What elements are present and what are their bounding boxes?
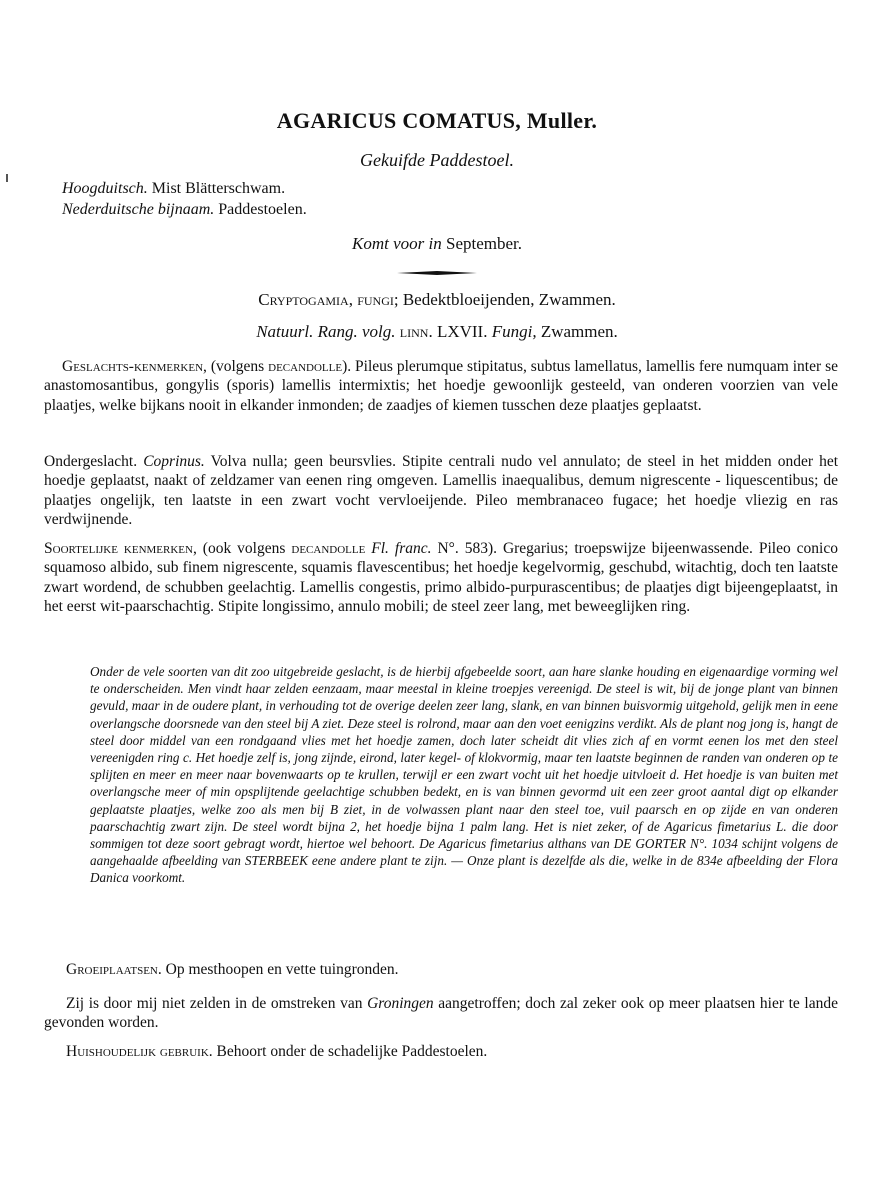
nederduitsch-label: Nederduitsche bijnaam. — [62, 201, 215, 218]
divider-ornament — [397, 271, 477, 275]
geslachts-text-1: , (volgens — [203, 358, 269, 375]
huishoudelijk-label: Huishoudelijk gebruik. — [66, 1043, 213, 1060]
hoogduitsch-value: Mist Blätterschwam. — [151, 180, 286, 197]
geslachts-decandolle: decandolle — [268, 358, 343, 375]
groeiplaatsen-text: Op mesthoopen en vette tuingronden. — [165, 961, 399, 978]
vindplaats-paragraph — [44, 994, 838, 1033]
groeiplaatsen-label: Groeiplaatsen. — [66, 961, 162, 978]
geslachts-text-2: ). Pileus plerumque stipitatus, subtus lamellatus, lamellis fere numquam inter se anastomosantibus, gongylis (sporis) lamellis intermixtis; het hoedje gewoonlijk gesteeld, van onderen voorzien van vele plaatjes, welke bijkans nooit in elkander inmonden; de zaadjes of kiemen tusschen deze plaatjes geplaatst. — [44, 358, 838, 414]
komt-voor-value: September. — [445, 234, 522, 253]
soortelijke-text-2: N°. 583). Gregarius; troepswijze bijeenwassende. Pileo conico squamoso albido, sub finem nigrescente, squamis flavescentibus; het hoedje kegelvormig, geschubd, witachtig, doch ten laatste zwart wordend, de schubben geelachtig. Lamellis congestis, primo albido-purpurascentibus; de plaatjes digt bijeengeplaatst, in het eerst wit-paarschachtig. Stipite longissimo, annulo mobili; de steel zeer lang, met beweeglijken ring. — [44, 540, 838, 615]
rank-fungi: Fungi, — [491, 322, 537, 341]
ondergeslacht-genus: Coprinus. — [143, 453, 205, 470]
komt-voor-label: Komt voor in — [352, 234, 442, 253]
description-note: Onder de vele soorten van dit zoo uitgebreide geslacht, is de hierbij afgebeelde soort, aan hare slanke houding en eigenaardige vorming wel te onderscheiden. Men vindt haar zelden eenzaam, maar meestal in kleine troepjes vereenigd. De steel is wit, bij de jonge plant van binnen gevuld, maar in de oudere plant, in verhouding tot de overige deelen zeer lang, slank, en van binnen buisvormig uitgehold, gelijk men in eene overlangsche doorsnede van den steel bij A ziet. Deze steel is rolrond, maar aan den voet eenigzins verdikt. Als de plant nog jong is, hangt de steel door middel van een rondgaand vlies met het hoedje zamen, doch later scheidt dit vlies zich af en vormt eenen los met den steel vereenigden ring c. Het hoedje zelf is, jong zijnde, eirond, later kegel- of klokvormig, maar ten laatste beginnen de randen van onderen op te splijten en meer en meer naar bovenwaarts op te krullen, terwijl er een zwart vocht uit het hoedje uitvloeit d. Het hoedje is van buiten met overlangsche meer of min opsplijtende geelachtige schubben bedekt, en is van binnen gevormd uit een zeer groot aantal digt op elkander geplaatste plaatjes, welke zoo als men bij B ziet, in de volwassen plant naar den steel toe, vuil paarsch en op zijde en van onderen paarschachtig zwart zijn. De steel wordt bijna 2, het hoedje bijna 1 palm lang. Het is niet zeker, of de Agaricus fimetarius L. die door sommigen tot deze soort gebragt wordt, hiertoe wel behoort. De Agaricus fimetarius althans van DE GORTER N°. 1034 schijnt volgens de aangehaalde afbeelding van STERBEEK eene andere plant te zijn. — Onze plant is dezelfde als die, welke in de 834e afbeelding der Flora Danica voorkomt. — [90, 664, 838, 886]
margin-mark — [6, 174, 8, 182]
hoogduitsch-line — [62, 178, 307, 199]
vernacular-names — [62, 178, 307, 220]
hoogduitsch-label: Hoogduitsch. — [62, 180, 148, 197]
classification-line — [0, 290, 874, 310]
dutch-name: Gekuifde Paddestoel. — [360, 150, 514, 170]
vindplaats-place: Groningen — [367, 995, 434, 1012]
natural-rank-line — [0, 322, 874, 342]
komt-voor-line — [0, 234, 874, 254]
huishoudelijk-paragraph — [66, 1042, 860, 1061]
class-dutch: ; Bedektbloeijenden, Zwammen. — [393, 290, 616, 309]
geslachts-kenmerken-paragraph — [44, 357, 838, 415]
rank-number: LXVII. — [436, 322, 488, 341]
vindplaats-text-2: aangetroffen; doch zal zeker ook op meer plaatsen hier te lande gevonden worden. — [44, 995, 838, 1032]
vindplaats-text-1: Zij is door mij niet zelden in de omstreken van — [66, 995, 368, 1012]
class-separator: , — [348, 290, 358, 309]
page-title: AGARICUS COMATUS, Muller. — [276, 108, 598, 133]
soortelijke-decandolle: decandolle — [291, 540, 366, 557]
natuurl-label: Natuurl. Rang. volg. — [256, 322, 396, 341]
ondergeslacht-paragraph — [44, 452, 838, 529]
soortelijke-text-1: , (ook volgens — [192, 540, 292, 557]
ondergeslacht-label: Ondergeslacht. — [44, 453, 138, 470]
groeiplaatsen-paragraph — [66, 960, 860, 979]
huishoudelijk-text: Behoort onder de schadelijke Paddestoelen. — [216, 1043, 488, 1060]
class-fungi: fungi — [357, 290, 394, 309]
ondergeslacht-text: Volva nulla; geen beursvlies. Stipite centrali nudo vel annulato; de steel in het midden onder het hoedje geplaatst, naakt of zeldzamer van eenen ring omgeven. Lamellis inaequalibus, demum nigrescente - liquescentibus; de plaatjes ongelijk, ten laatste in een zwart vocht vervloeijende. Pileo membranaceo fugace; het hoedje vliezig en ras verdwijnende. — [44, 453, 839, 528]
soortelijke-ref: Fl. franc. — [371, 540, 432, 557]
linn-label: linn. — [399, 322, 433, 341]
nederduitsch-line — [62, 199, 307, 220]
nederduitsch-value: Paddestoelen. — [218, 201, 307, 218]
rank-zwammen: Zwammen. — [540, 322, 618, 341]
geslachts-label: Geslachts-kenmerken — [62, 358, 204, 375]
class-cryptogamia: Cryptogamia — [258, 290, 349, 309]
soortelijke-label: Soortelijke kenmerken — [44, 540, 193, 557]
soortelijke-kenmerken-paragraph — [44, 539, 838, 616]
